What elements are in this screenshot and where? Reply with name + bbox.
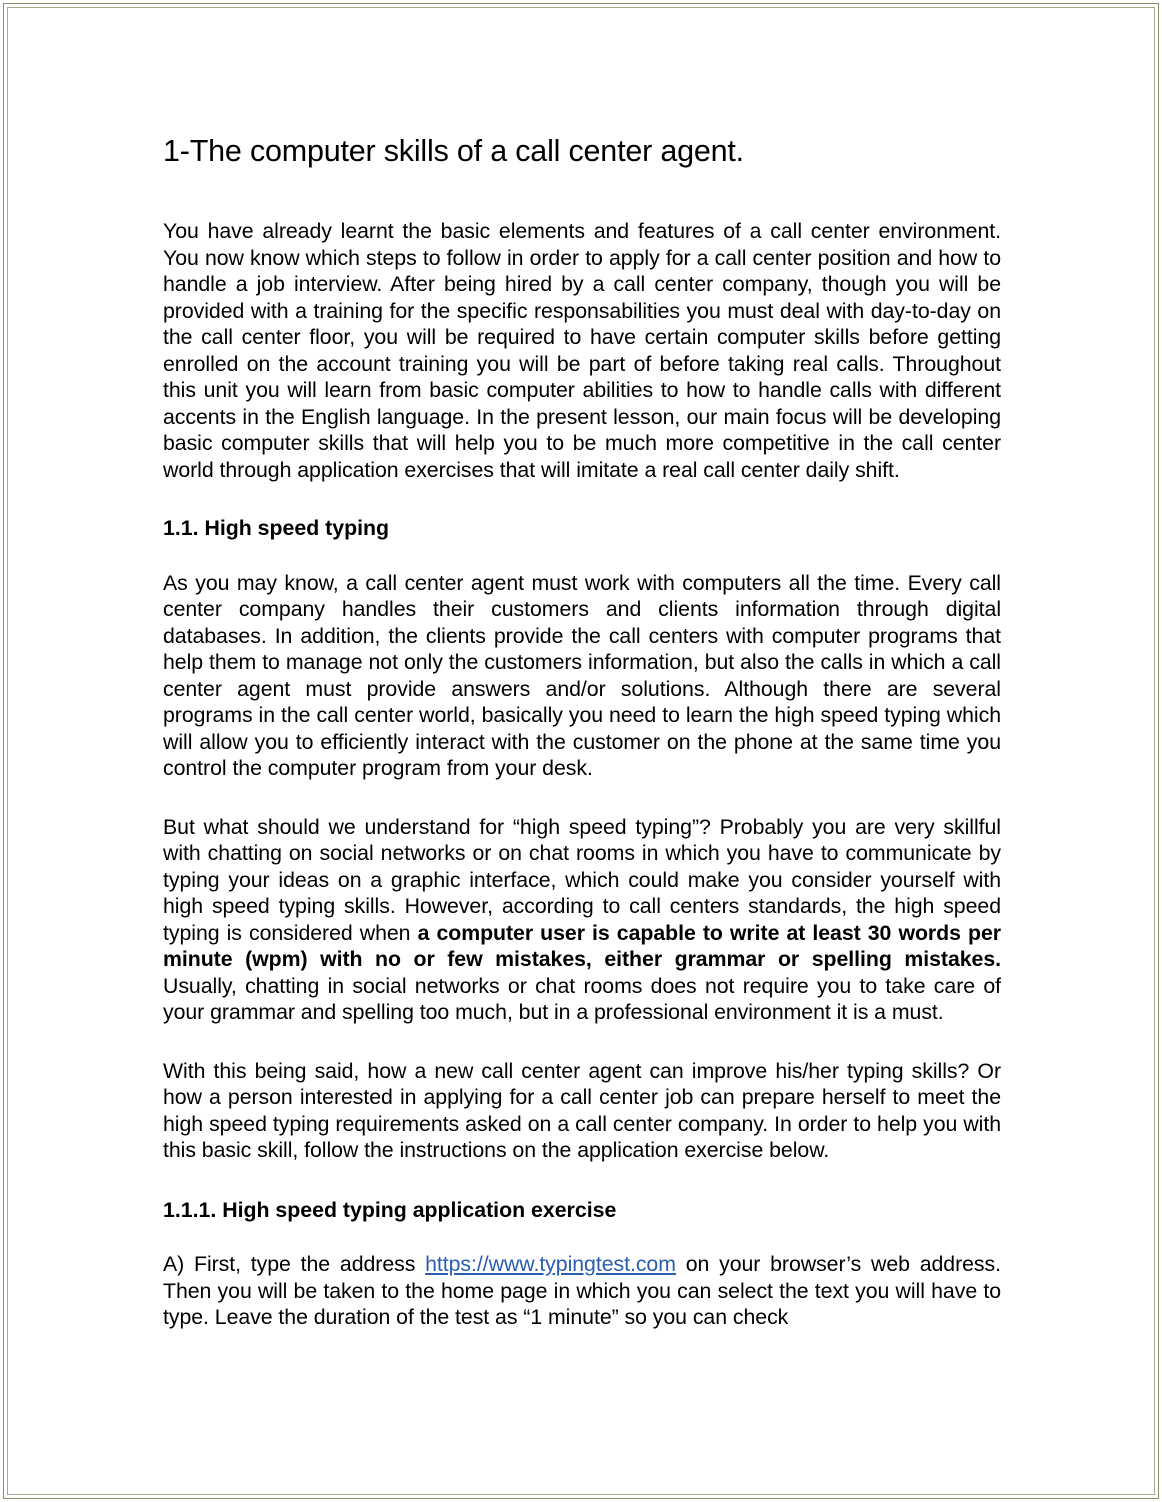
heading-1-1: 1.1. High speed typing	[163, 516, 390, 541]
page-title: 1-The computer skills of a call center agent.	[163, 134, 744, 168]
typing-paragraph-3: With this being said, how a new call center agent can improve his/her typing skills? Or how a person interested in applying for a call center job can prepare herself to meet the high speed typing requirements asked on a call center company. In order to help you with this basic skill, follow the instructions on the application exercise below.	[163, 1058, 1001, 1163]
typing-paragraph-2-lead: But what should we understand for “high speed typing”? Probably you are very skillful with chatting on social networks or on chat rooms in which you have to communicate by typing your ideas on a graphic interface, which could make you consider yourself with high speed typing skills. However, according to call centers standards, the high speed typing is considered when	[163, 814, 1001, 945]
exercise-item-a-lead: A) First, type the address	[163, 1252, 426, 1277]
typing-paragraph-2	[163, 814, 1001, 1026]
intro-paragraph: You have already learnt the basic elements and features of a call center environment. You now know which steps to follow in order to apply for a call center position and how to handle a job interview. After being hired by a call center company, though you will be provided with a training for the specific responsabilities you must deal with day-to-day on the call center floor, you will be required to have certain computer skills before getting enrolled on the account training you will be part of before taking real calls. Throughout this unit you will learn from basic computer abilities to how to handle calls with different accents in the English language. In the present lesson, our main focus will be developing basic computer skills that will help you to be much more competitive in the call center world through application exercises that will imitate a real call center daily shift.	[163, 219, 1001, 482]
document-content	[163, 0, 1001, 1331]
exercise-item-a-tail: on your browser’s web address. Then you will be taken to the home page in which you can select the text you will have to type. Leave the duration of the test as “1 minute” so you can check	[163, 1252, 1001, 1330]
typing-requirement-bold: a computer user is capable to write at least 30 words per minute (wpm) with no or few mistakes, either grammar or spelling mistakes.	[163, 920, 1001, 972]
typingtest-link[interactable]: https://www.typingtest.com	[425, 1252, 676, 1277]
typing-paragraph-1: As you may know, a call center agent must work with computers all the time. Every call center company handles their customers and clients information through digital databases. In addition, the clients provide the call centers with computer programs that help them to manage not only the customers information, but also the calls in which a call center agent must provide answers and/or solutions. Although there are several programs in the call center world, basically you need to learn the high speed typing which will allow you to efficiently interact with the customer on the phone at the same time you control the computer program from your desk.	[163, 570, 1001, 781]
heading-1-1-1: 1.1.1. High speed typing application exercise	[163, 1197, 617, 1222]
exercise-item-a	[163, 1251, 1001, 1331]
typing-paragraph-2-tail: Usually, chatting in social networks or chat rooms does not require you to take care of your grammar and spelling too much, but in a professional environment it is a must.	[163, 973, 1001, 1025]
